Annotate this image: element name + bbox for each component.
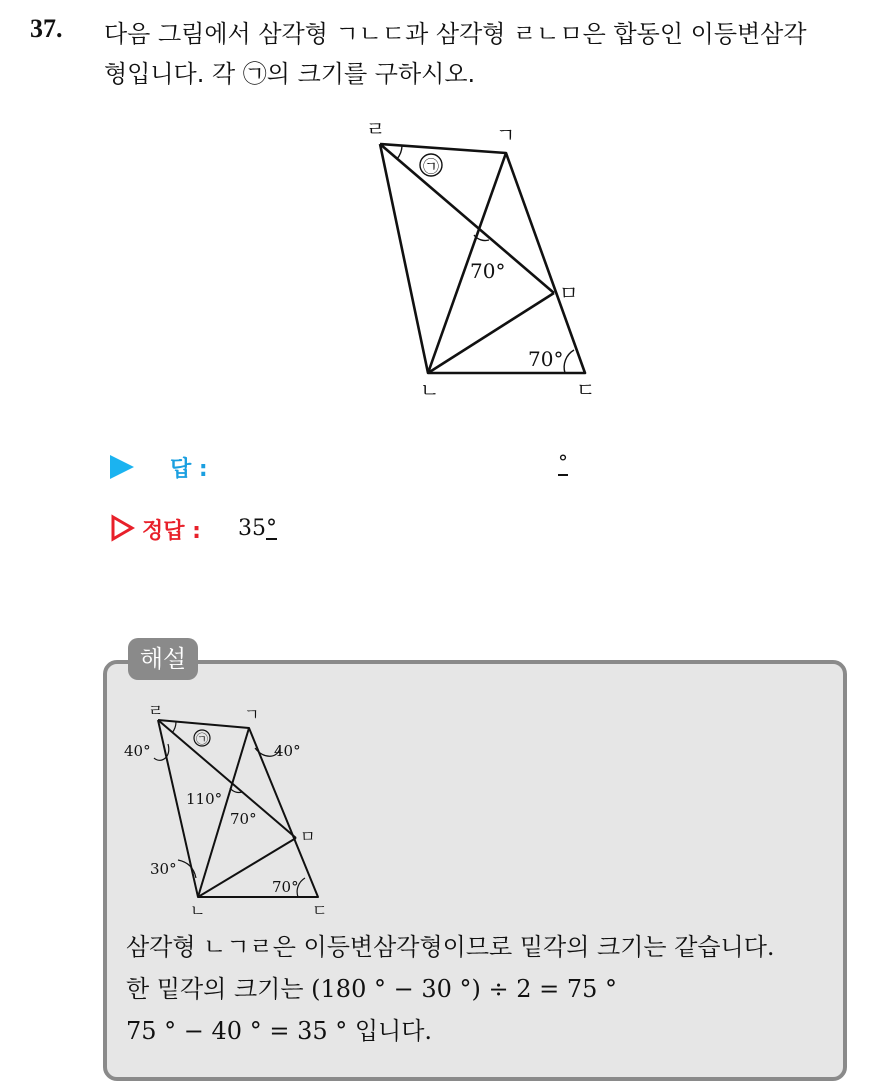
angle-corner-label: 70° (528, 347, 564, 371)
exp-vertex-d: ㄴ (190, 901, 206, 920)
explanation-line-1: 삼각형 ㄴㄱㄹ은 이등변삼각형이므로 밑각의 크기는 같습니다. (126, 933, 775, 961)
correct-number: 35 (238, 516, 266, 541)
exp-angle-a-left: 40° (124, 742, 151, 760)
answer-arrow-icon (110, 455, 134, 479)
vertex-label-a: ㄹ (366, 117, 386, 141)
vertex-label-e: ㄷ (576, 378, 596, 400)
correct-value (238, 516, 277, 541)
exp-angle-center-upper: 110° (186, 790, 223, 808)
correct-label: 정답 : (142, 519, 201, 544)
correct-row (110, 512, 610, 548)
exp-angle-corner: 70° (272, 878, 299, 896)
answer-row (110, 450, 610, 486)
explanation-text (126, 926, 836, 1052)
vertex-label-d: ㄴ (420, 378, 440, 400)
explanation-tag: 해설 (128, 638, 198, 680)
exp-vertex-a: ㄹ (148, 701, 164, 720)
question-figure (340, 110, 640, 400)
answer-blank[interactable] (558, 450, 568, 476)
exp-angle-d-left: 30° (150, 860, 177, 878)
explanation-line-2: 한 밑각의 크기는 (180 ° − 30 °) ÷ 2 = 75 ° (126, 975, 618, 1003)
correct-arrow-icon (110, 514, 136, 542)
exp-angle-center-lower: 70° (230, 810, 257, 828)
question-text (104, 14, 874, 94)
question-number: 37. (30, 14, 63, 43)
exp-vertex-b: ㄱ (244, 705, 260, 724)
exp-angle-b-right: 40° (274, 742, 301, 760)
exp-vertex-e: ㄷ (312, 901, 328, 920)
question-line-2: 형입니다. 각 ㉠의 크기를 구하시오. (104, 60, 476, 88)
vertex-label-c: ㅁ (559, 281, 579, 305)
angle-center-label: 70° (470, 259, 506, 283)
angle-arc-corner (564, 350, 574, 373)
exp-vertex-c: ㅁ (300, 827, 316, 846)
correct-unit: ° (266, 516, 277, 541)
vertex-label-b: ㄱ (496, 123, 516, 147)
explanation-line-3: 75 ° − 40 ° = 35 ° 입니다. (126, 1017, 433, 1045)
explanation-figure (118, 700, 348, 920)
answer-unit: ° (558, 450, 568, 474)
exp-angle-mark: ㉠ (196, 732, 209, 746)
angle-mark-label: ㉠ (423, 157, 440, 176)
question-line-1: 다음 그림에서 삼각형 ㄱㄴㄷ과 삼각형 ㄹㄴㅁ은 합동인 이등변삼각 (104, 20, 807, 48)
angle-arc-a (397, 146, 402, 159)
answer-label: 답 : (170, 457, 208, 482)
